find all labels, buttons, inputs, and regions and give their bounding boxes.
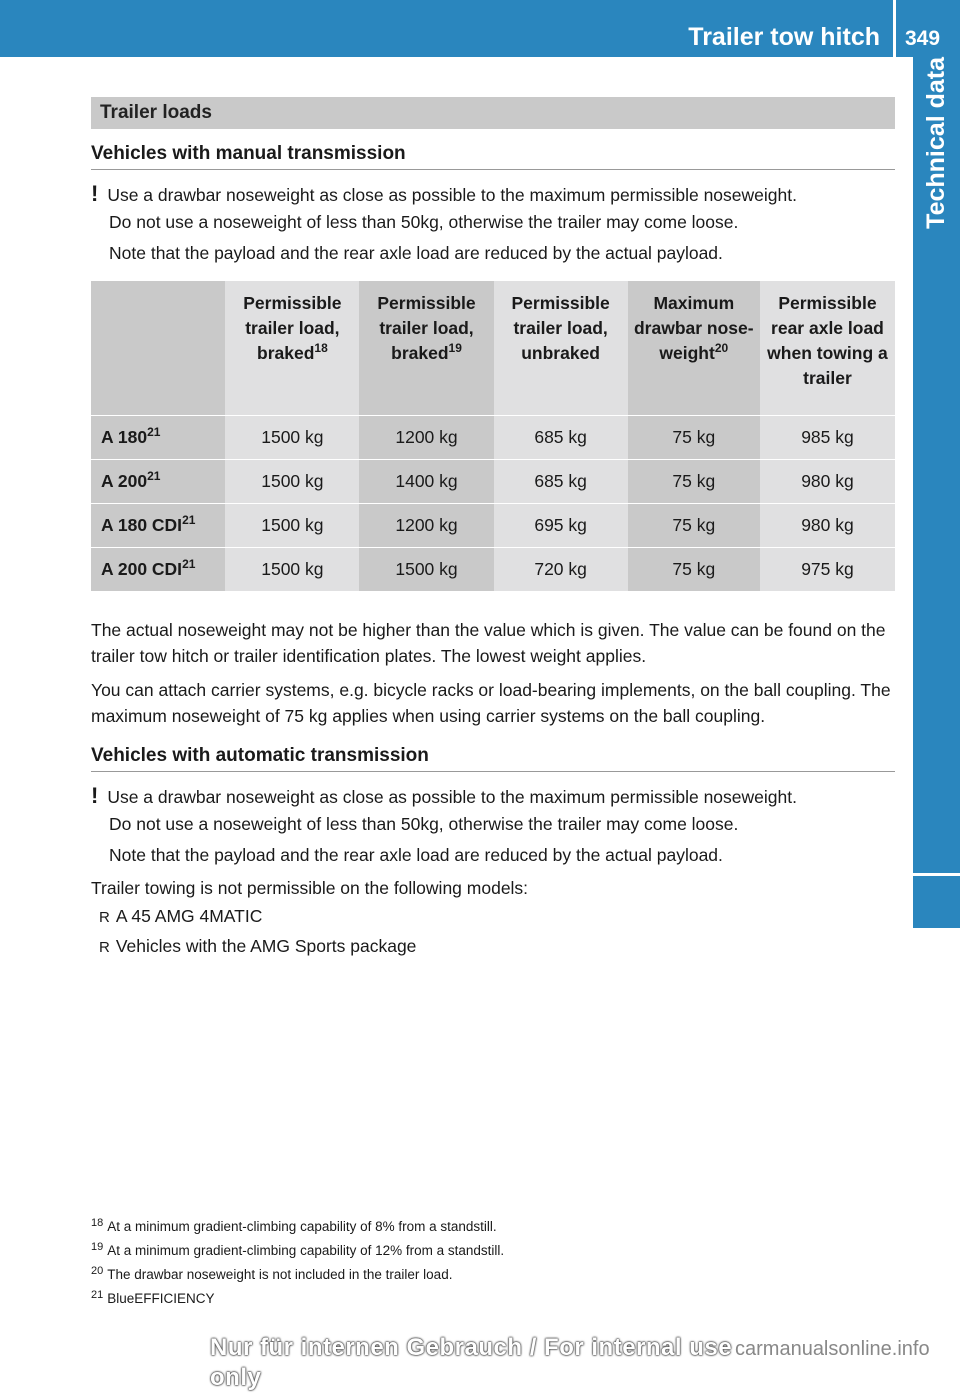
warning-marker: !	[91, 181, 99, 206]
footnote: $^{21}$ BlueEFFICIENCY	[91, 1288, 215, 1306]
model-cell: A $200^{21}$	[91, 460, 225, 504]
trailer-loads-table	[91, 281, 895, 591]
header-divider	[893, 0, 896, 57]
table-cell: 695 kg	[494, 504, 628, 548]
table-cell: 980 kg	[760, 460, 895, 504]
page-number: 349	[905, 27, 941, 50]
chapter-title: Trailer tow hitch	[688, 23, 880, 51]
note-line: Do not use a noseweight of less than 50kg, otherwise the trailer may come loose.	[109, 212, 739, 232]
table-header: Permissible trailer load, unbraked	[494, 281, 628, 416]
table-cell: 1400 kg	[359, 460, 493, 504]
table-cell: 1200 kg	[359, 416, 493, 460]
table-cell: 1500 kg	[359, 548, 493, 592]
page-content	[91, 97, 895, 962]
warning-marker: !	[91, 783, 99, 808]
automatic-heading: Vehicles with automatic transmission	[91, 745, 895, 772]
note-line: Do not use a noseweight of less than 50kg, otherwise the trailer may come loose.	[109, 814, 739, 834]
table-cell: 975 kg	[760, 548, 895, 592]
table-header-empty	[91, 281, 225, 416]
body-paragraph: The actual noseweight may not be higher than the value which is given. The value can be found on the trailer tow hitch or trailer identification plates. The lowest weight applies.	[91, 620, 886, 666]
table-row	[91, 548, 895, 592]
bullet-list	[91, 902, 895, 962]
footnote: $^{19}$ At a minimum gradient-climbing capability of 12% from a standstill.	[91, 1240, 505, 1258]
side-tab-marker	[913, 876, 960, 928]
table-row	[91, 504, 895, 548]
table-cell: 720 kg	[494, 548, 628, 592]
footnotes	[91, 1215, 891, 1311]
table-cell: 75 kg	[628, 504, 760, 548]
table-header: Permissible rear axle load when towing a trailer	[760, 281, 895, 416]
table-header: Permissible trailer load, braked$^{18}$	[225, 281, 359, 416]
table-cell: 980 kg	[760, 504, 895, 548]
table-cell: 1500 kg	[225, 504, 359, 548]
table-cell: 75 kg	[628, 460, 760, 504]
table-cell: 1500 kg	[225, 460, 359, 504]
model-cell: A 200 CDI$^{21}$	[91, 548, 225, 592]
table-cell: 685 kg	[494, 460, 628, 504]
side-tab[interactable]	[913, 57, 960, 873]
manual-warning-note	[91, 180, 895, 267]
note-line: Use a drawbar noseweight as close as possible to the maximum permissible noseweight.	[107, 185, 797, 205]
note-line: Note that the payload and the rear axle load are reduced by the actual payload.	[109, 845, 723, 865]
list-item: R Vehicles with the AMG Sports package	[99, 932, 895, 962]
note-line: Use a drawbar noseweight as close as possible to the maximum permissible noseweight.	[107, 787, 797, 807]
section-title: Trailer loads	[91, 97, 895, 129]
note-line: Note that the payload and the rear axle load are reduced by the actual payload.	[109, 243, 723, 263]
manual-heading: Vehicles with manual transmission	[91, 143, 895, 170]
side-tab-label: Technical data	[922, 57, 950, 229]
source-credit: carmanualsonline.info	[735, 1338, 930, 1360]
model-cell: A 180 CDI$^{21}$	[91, 504, 225, 548]
table-row	[91, 460, 895, 504]
table-header: Maximum drawbar nose-weight$^{20}$	[628, 281, 760, 416]
table-cell: 985 kg	[760, 416, 895, 460]
body-paragraph: You can attach carrier systems, e.g. bicycle racks or load-bearing implements, on the ball coupling. The maximum noseweight of 75 kg applies when using carrier systems on the ball coupling.	[91, 680, 891, 726]
list-item: R A 45 AMG 4MATIC	[99, 902, 895, 932]
table-cell: 75 kg	[628, 416, 760, 460]
model-cell: A $180^{21}$	[91, 416, 225, 460]
internal-use-watermark: Nur für internen Gebrauch / For internal use only	[210, 1334, 733, 1391]
footnote: $^{18}$ At a minimum gradient-climbing capability of 8% from a standstill.	[91, 1216, 497, 1234]
table-row	[91, 416, 895, 460]
automatic-warning-note	[91, 782, 895, 869]
table-cell: 1500 kg	[225, 416, 359, 460]
table-cell: 75 kg	[628, 548, 760, 592]
table-header: Permissible trailer load, braked$^{19}$	[359, 281, 493, 416]
table-cell: 1200 kg	[359, 504, 493, 548]
table-cell: 685 kg	[494, 416, 628, 460]
table-cell: 1500 kg	[225, 548, 359, 592]
table-header-row	[91, 281, 895, 416]
page-header	[0, 0, 960, 57]
body-paragraph: Trailer towing is not permissible on the following models:	[91, 878, 529, 898]
footnote: $^{20}$ The drawbar noseweight is not included in the trailer load.	[91, 1264, 453, 1282]
